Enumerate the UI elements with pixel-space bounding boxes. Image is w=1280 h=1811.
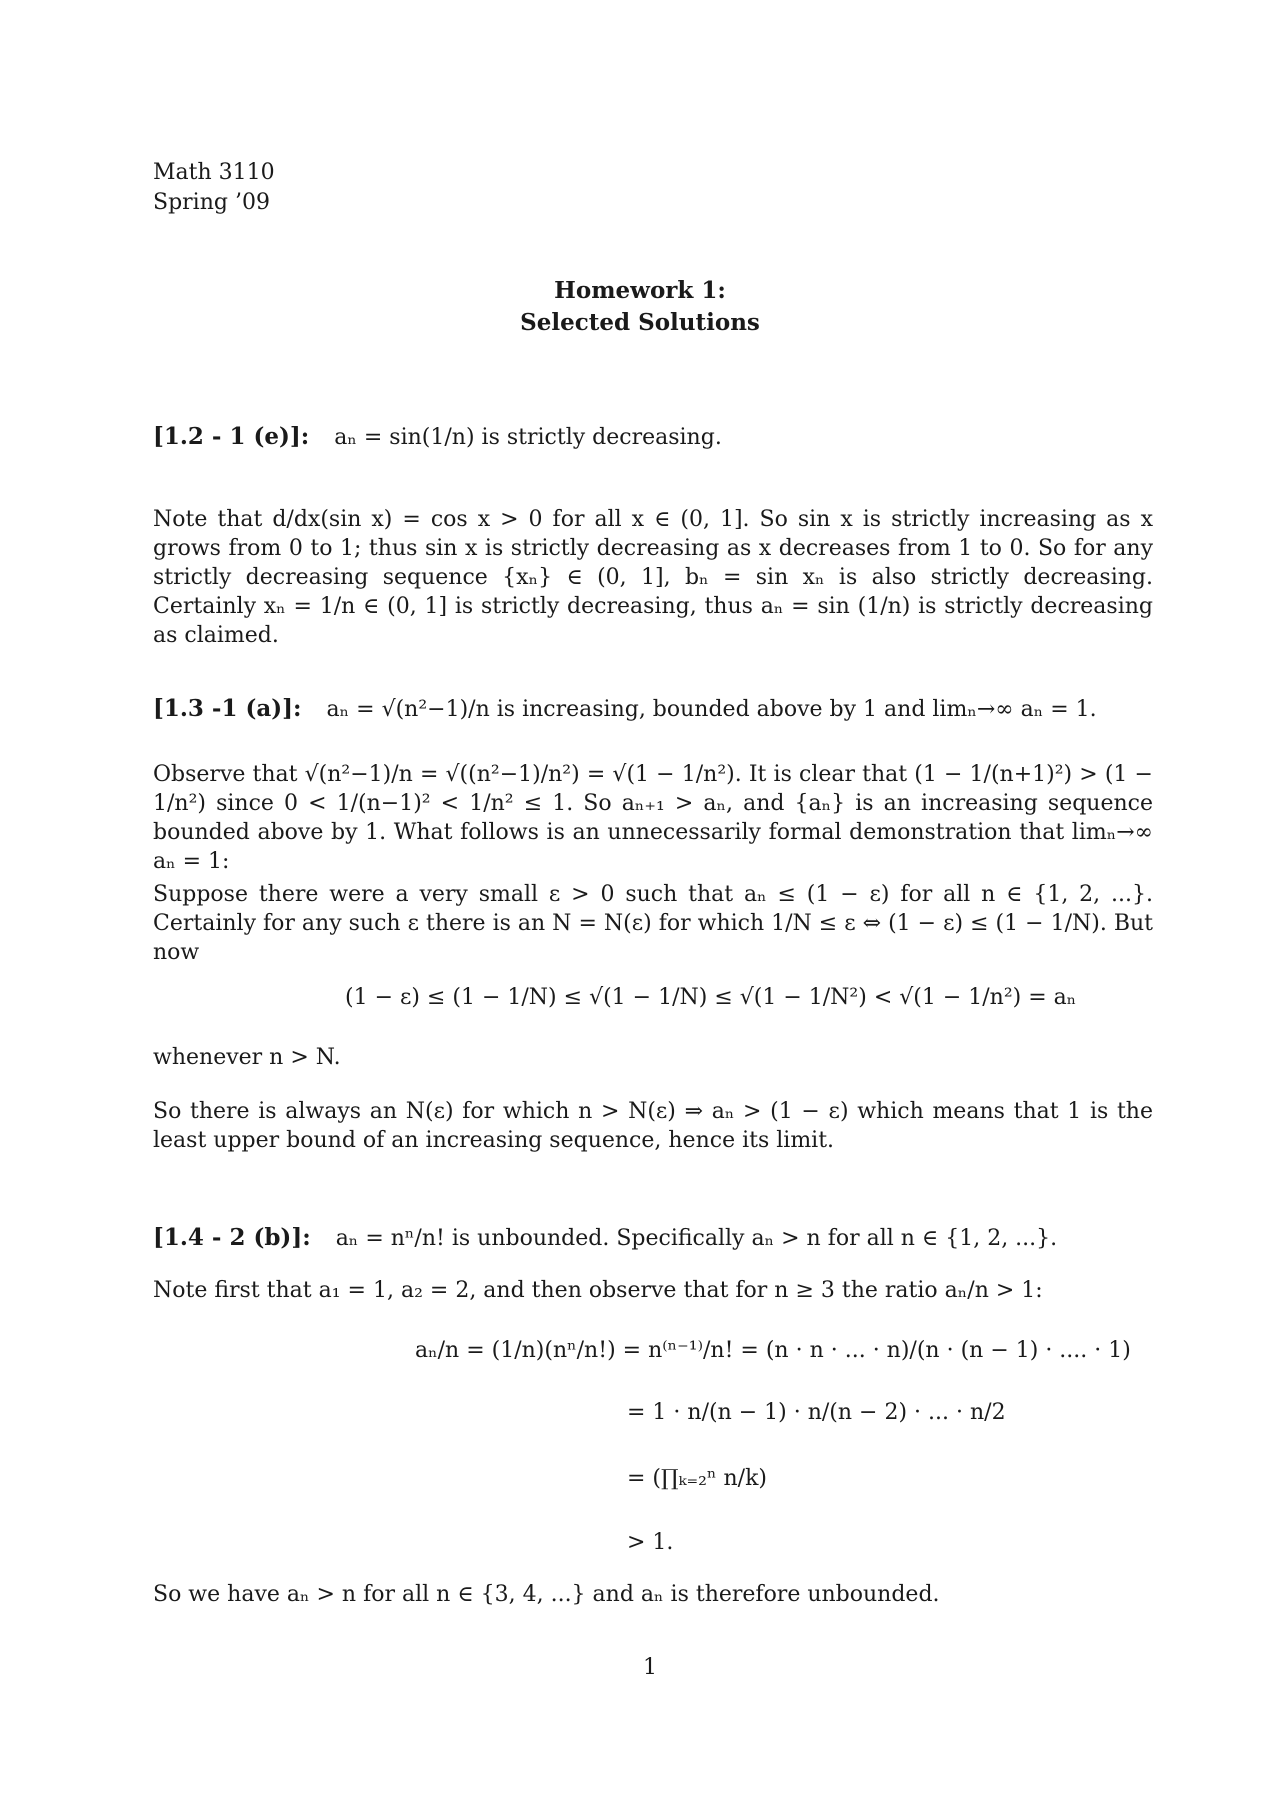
problem-3-equation-line-4: > 1. [627, 1530, 674, 1555]
problem-2-label: [1.3 -1 (a)]: [153, 695, 302, 722]
problem-2-conclusion: So there is always an N(ε) for which n > N(ε) ⇒ aₙ > (1 − ε) which means that 1 is the least upper bound of an increasing sequence, hence its limit. [153, 1099, 1153, 1153]
problem-3-equation-line-2: = 1 · n/(n − 1) · n/(n − 2) · ... · n/2 [627, 1400, 1006, 1425]
course-name: Math 3110 [153, 160, 275, 185]
problem-3-equation-line-3: = (∏ₖ₌₂ⁿ n/k) [627, 1466, 767, 1491]
problem-1-heading [153, 422, 722, 452]
problem-3-intro: Note first that a₁ = 1, a₂ = 2, and then observe that for n ≥ 3 the ratio aₙ/n > 1: [153, 1278, 1043, 1303]
problem-2-paragraph-1: Observe that √(n²−1)/n = √((n²−1)/n²) = √(1 − 1/n²). It is clear that (1 − 1/(n+1)²) > (1 − 1/n²) since 0 < 1/(n−1)² < 1/n² ≤ 1. So aₙ₊₁ > aₙ, and {aₙ} is an increasing sequence bounded above by 1. What follows is an unnecessarily formal demonstration that limₙ→∞ aₙ = 1: [153, 762, 1153, 874]
problem-2-display-inequality: (1 − ε) ≤ (1 − 1/N) ≤ √(1 − 1/N) ≤ √(1 − 1/N²) < √(1 − 1/n²) = aₙ [345, 985, 1077, 1010]
problem-3-conclusion: So we have aₙ > n for all n ∈ {3, 4, ...} and aₙ is therefore unbounded. [153, 1582, 940, 1607]
problem-2-heading [153, 694, 1097, 724]
course-term: Spring ’09 [153, 190, 270, 215]
page-number: 1 [643, 1655, 657, 1680]
page-title: Homework 1: [554, 277, 726, 304]
problem-2-statement: aₙ = √(n²−1)/n is increasing, bounded above by 1 and limₙ→∞ aₙ = 1. [326, 697, 1097, 722]
problem-3-statement: aₙ = nⁿ/n! is unbounded. Specifically aₙ > n for all n ∈ {1, 2, ...}. [335, 1226, 1058, 1251]
problem-3-heading [153, 1223, 1057, 1253]
problem-2-paragraph-2: Suppose there were a very small ε > 0 such that aₙ ≤ (1 − ε) for all n ∈ {1, 2, ...}. Certainly for any such ε there is an N = N(ε) for which 1/N ≤ ε ⇔ (1 − ε) ≤ (1 − 1/N). But now [153, 882, 1153, 965]
problem-1-solution: Note that d/dx(sin x) = cos x > 0 for all x ∈ (0, 1]. So sin x is strictly increasing as x grows from 0 to 1; thus sin x is strictly decreasing as x decreases from 1 to 0. So for any strictly decreasing sequence {xₙ} ∈ (0, 1], bₙ = sin xₙ is also strictly decreasing. Certainly xₙ = 1/n ∈ (0, 1] is strictly decreasing, thus aₙ = sin (1/n) is strictly decreasing as claimed. [153, 507, 1153, 648]
problem-1-label: [1.2 - 1 (e)]: [153, 423, 310, 450]
problem-3-equation-line-1: aₙ/n = (1/n)(nⁿ/n!) = n⁽ⁿ⁻¹⁾/n! = (n · n · ... · n)/(n · (n − 1) · .... · 1) [415, 1338, 1131, 1363]
problem-2-whenever: whenever n > N. [153, 1045, 341, 1070]
page-subtitle: Selected Solutions [520, 309, 760, 336]
problem-3-label: [1.4 - 2 (b)]: [153, 1224, 311, 1251]
problem-1-statement: aₙ = sin(1/n) is strictly decreasing. [334, 425, 722, 450]
